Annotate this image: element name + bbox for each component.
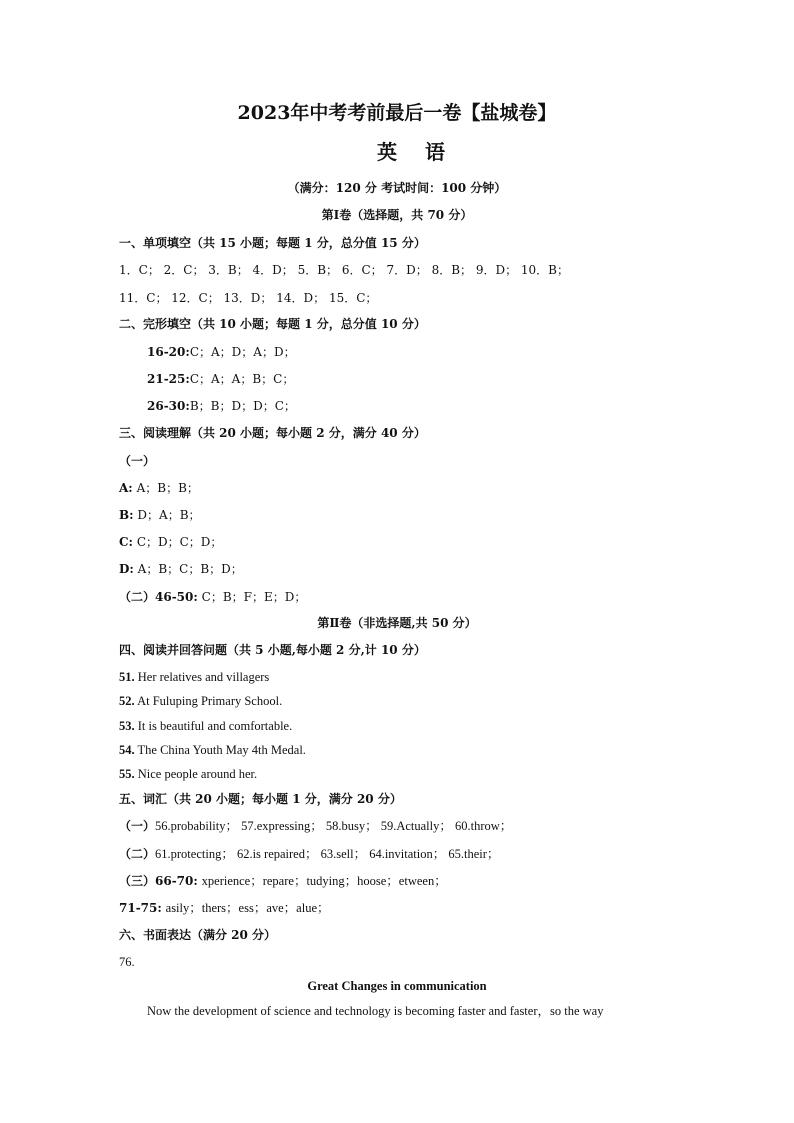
document-title: 2023年中考考前最后一卷【盐城卷】 xyxy=(237,102,557,124)
vocab-row-answers: 56.probability； 57.expressing； 58.busy； 59.Actually； 60.throw； xyxy=(155,819,513,833)
answer-number: 54. xyxy=(119,743,135,757)
answer-number: 55. xyxy=(119,767,135,781)
section2-heading: 二、完形填空（共 10 小题；每题 1 分，总分值 10 分） xyxy=(119,317,426,331)
vocab-row-answers: 61.protecting； 62.is repaired； 63.sell； 64.invitation； 65.their； xyxy=(155,847,500,861)
answer-text: At Fuluping Primary School. xyxy=(137,694,283,708)
answer-row-values: C；D；C；D； xyxy=(136,535,223,549)
answer-row xyxy=(119,507,201,523)
vocab-row-answers: xperience；repare；tudying；hoose；etween； xyxy=(201,874,447,888)
vocab-row xyxy=(119,873,447,889)
answer-row-label: C: xyxy=(119,535,133,549)
vocab-row xyxy=(119,818,512,834)
answer-item xyxy=(119,742,306,758)
section6-heading: 六、书面表达（满分 20 分） xyxy=(119,928,277,942)
answer-text: Nice people around her. xyxy=(137,767,258,781)
vocab-row-label: （二） xyxy=(119,847,156,861)
question-number: 76. xyxy=(119,955,135,969)
section4-heading: 四、阅读并回答问题（共 5 小题,每小题 2 分,计 10 分） xyxy=(119,643,426,657)
answer-row-label: D: xyxy=(119,562,134,576)
answer-text: Her relatives and villagers xyxy=(137,670,270,684)
answer-row-values: A；B；B； xyxy=(136,481,199,495)
answer-row xyxy=(119,480,199,496)
vocab-row-label: （一） xyxy=(119,819,156,833)
exam-info: （满分：120 分 考试时间：100 分钟） xyxy=(287,181,507,195)
answer-row-values: C；B；F；E；D； xyxy=(201,590,307,604)
part1-title: 第Ⅰ卷（选择题，共 70 分） xyxy=(321,208,473,222)
answer-item xyxy=(119,669,269,685)
section5-heading: 五、词汇（共 20 小题；每小题 1 分，满分 20 分） xyxy=(119,792,402,806)
answer-row xyxy=(119,561,243,577)
part2-title: 第Ⅱ卷（非选择题,共 50 分） xyxy=(317,616,477,630)
section1-answers-line1: 1．C； 2．C； 3．B； 4．D； 5．B； 6．C； 7．D； 8．B； 9．D； 10．B； xyxy=(119,263,569,277)
answer-row-label: 21-25: xyxy=(147,372,190,386)
answer-row xyxy=(147,344,296,360)
essay-paragraph: Now the development of science and technology is becoming faster and faster，so the way xyxy=(147,1004,604,1018)
answer-row-values: A；B；C；B；D； xyxy=(137,562,243,576)
vocab-row-label: 71-75: xyxy=(119,901,162,915)
answer-row-values: C；A；A；B；C； xyxy=(189,372,295,386)
answer-item xyxy=(119,693,282,709)
answer-row xyxy=(119,534,222,550)
answer-row-values: D；A；B； xyxy=(137,508,201,522)
section1-heading: 一、单项填空（共 15 小题；每题 1 分，总分值 15 分） xyxy=(119,236,426,250)
section3-heading: 三、阅读理解（共 20 小题；每小题 2 分，满分 40 分） xyxy=(119,426,426,440)
answer-text: The China Youth May 4th Medal. xyxy=(137,743,306,757)
answer-number: 51. xyxy=(119,670,135,684)
vocab-row-answers: asily；thers；ess；ave；alue； xyxy=(165,901,330,915)
answer-number: 53. xyxy=(119,719,135,733)
answer-row-values: B；B；D；D；C； xyxy=(189,399,296,413)
answer-row-label: 26-30: xyxy=(147,399,190,413)
answer-item xyxy=(119,718,292,734)
answer-row-label: （二）46-50: xyxy=(119,590,198,604)
answer-row-values: C；A；D；A；D； xyxy=(189,345,296,359)
answer-number: 52. xyxy=(119,694,135,708)
subject-title: 英语 xyxy=(377,140,473,164)
answer-text: It is beautiful and comfortable. xyxy=(137,719,293,733)
vocab-row-label: （三）66-70: xyxy=(119,874,198,888)
answer-row-label: A: xyxy=(119,481,133,495)
answer-row xyxy=(147,398,296,414)
essay-title: Great Changes in communication xyxy=(307,979,487,993)
vocab-row xyxy=(119,846,499,862)
section3-sub1: （一） xyxy=(119,454,156,468)
answer-row-label: 16-20: xyxy=(147,345,190,359)
answer-item xyxy=(119,766,257,782)
section1-answers-line2: 11．C； 12．C； 13．D； 14．D； 15．C； xyxy=(119,291,378,305)
vocab-row xyxy=(119,900,330,916)
answer-row xyxy=(147,371,294,387)
answer-row-label: B: xyxy=(119,508,134,522)
answer-row xyxy=(119,589,306,605)
